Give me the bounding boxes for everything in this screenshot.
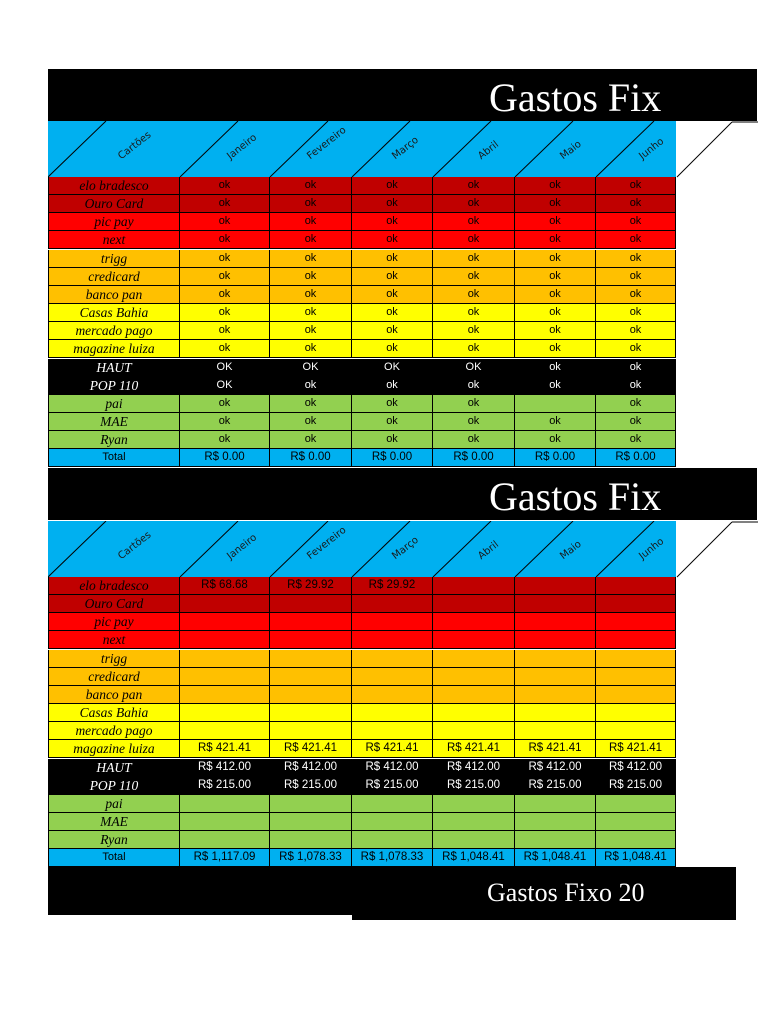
value-table-row-cell[interactable]: R$ 421.41 [596, 740, 676, 758]
value-table-row-cell[interactable]: R$ 421.41 [433, 740, 515, 758]
value-table-row-cell[interactable] [596, 813, 676, 831]
value-table-row-cell[interactable]: R$ 215.00 [352, 777, 433, 795]
status-table-row-cell[interactable]: ok [352, 377, 433, 395]
status-table-row-cell[interactable]: ok [270, 322, 352, 340]
status-table-row-cell[interactable]: ok [352, 340, 433, 358]
value-table-title-bar [48, 468, 757, 520]
value-table-row-cell[interactable] [433, 650, 515, 668]
value-table-row-cell[interactable] [433, 668, 515, 686]
status-table-row [48, 322, 676, 340]
status-table-row-cell[interactable]: ok [596, 395, 676, 413]
value-table-row-cell[interactable]: R$ 29.92 [352, 577, 433, 595]
status-table-row-cell[interactable]: ok [270, 395, 352, 413]
status-table-row-cell[interactable]: ok [596, 413, 676, 431]
value-table-row [48, 777, 676, 795]
status-table-row [48, 286, 676, 304]
value-table-total-cell[interactable]: R$ 1,048.41 [433, 849, 515, 867]
value-table-row-cell[interactable] [596, 631, 676, 649]
status-table-header-label-cards: Cartões [116, 129, 154, 162]
status-table-row-cell[interactable]: ok [596, 177, 676, 195]
value-table-row-cell[interactable] [180, 595, 270, 613]
value-table-row-cell[interactable] [352, 831, 433, 849]
value-table-total-cell[interactable]: R$ 1,048.41 [596, 849, 676, 867]
value-table-row-name[interactable]: magazine luiza [48, 740, 180, 758]
status-table-row-cell[interactable]: ok [515, 413, 596, 431]
status-table-row-cell[interactable]: ok [270, 304, 352, 322]
status-table-row-cell[interactable]: ok [596, 268, 676, 286]
value-table-header-label-cards: Cartões [116, 529, 154, 562]
status-table-header-tail [676, 121, 758, 178]
value-table-row-cell[interactable] [270, 595, 352, 613]
value-table-row-cell[interactable] [515, 704, 596, 722]
status-table-row-cell[interactable]: ok [180, 268, 270, 286]
status-table-row-cell[interactable]: ok [433, 231, 515, 249]
status-table-header-diagonals [48, 121, 676, 177]
value-table-row-cell[interactable]: R$ 412.00 [596, 759, 676, 777]
value-table-row-cell[interactable] [515, 631, 596, 649]
value-table-header-diagonals [48, 521, 676, 577]
value-table-row-cell[interactable] [596, 595, 676, 613]
status-table-row-cell[interactable]: ok [180, 213, 270, 231]
status-table-row-cell[interactable]: ok [352, 250, 433, 268]
value-table-row-cell[interactable] [180, 704, 270, 722]
status-table-row-cell[interactable]: ok [352, 413, 433, 431]
status-table-total-cell[interactable]: R$ 0.00 [352, 449, 433, 467]
status-table-row-cell[interactable] [515, 395, 596, 413]
value-table-row-cell[interactable] [352, 631, 433, 649]
status-table-row-cell[interactable]: ok [515, 377, 596, 395]
status-table-row-name[interactable]: magazine luiza [48, 340, 180, 358]
status-table-row-name[interactable]: credicard [48, 268, 180, 286]
status-table-row-cell[interactable]: ok [352, 322, 433, 340]
status-table-row [48, 177, 676, 195]
status-table-row-cell[interactable]: ok [433, 177, 515, 195]
status-table-row-cell[interactable]: ok [270, 250, 352, 268]
footer-title-bar [48, 867, 736, 915]
status-table-row-cell[interactable]: ok [433, 431, 515, 449]
value-table-row-cell[interactable] [433, 831, 515, 849]
status-table-header [48, 121, 676, 177]
status-table-row-name[interactable]: MAE [48, 413, 180, 431]
value-table-row-cell[interactable] [596, 704, 676, 722]
status-table-row-cell[interactable]: ok [180, 413, 270, 431]
value-table-row [48, 813, 676, 831]
value-table-row-cell[interactable] [596, 650, 676, 668]
status-table-row [48, 213, 676, 231]
status-table-row-cell[interactable]: ok [596, 340, 676, 358]
value-table-row-cell[interactable]: R$ 29.92 [270, 577, 352, 595]
status-table-row-cell[interactable]: ok [515, 195, 596, 213]
value-table-row [48, 831, 676, 849]
status-table-row-cell[interactable]: ok [515, 286, 596, 304]
status-table-row-cell[interactable]: OK [270, 359, 352, 377]
status-table-row-name[interactable]: POP 110 [48, 377, 180, 395]
value-table-row-name[interactable]: HAUT [48, 759, 180, 777]
value-table-row-cell[interactable] [433, 631, 515, 649]
status-table-header-divider [48, 121, 106, 177]
value-table-total-label: Total [48, 849, 180, 867]
status-table-row [48, 359, 676, 377]
value-table-row [48, 577, 676, 595]
status-table-row-name[interactable]: banco pan [48, 286, 180, 304]
status-table-row-cell[interactable]: ok [180, 395, 270, 413]
value-table-row-cell[interactable] [433, 595, 515, 613]
value-table-row-cell[interactable] [270, 704, 352, 722]
value-table-row-cell[interactable] [352, 595, 433, 613]
status-table-row-cell[interactable]: ok [515, 231, 596, 249]
value-table-row-cell[interactable] [433, 813, 515, 831]
value-table-row [48, 631, 676, 649]
value-table-row-cell[interactable] [515, 650, 596, 668]
value-table-row-cell[interactable] [270, 650, 352, 668]
status-table-header-label-month: Janeiro [225, 132, 260, 162]
status-table-row-cell[interactable]: ok [180, 177, 270, 195]
value-table-row-cell[interactable] [180, 831, 270, 849]
status-table-row-cell[interactable]: ok [270, 286, 352, 304]
status-table-row-cell[interactable]: ok [433, 377, 515, 395]
value-table-header-label-month: Junho [637, 536, 667, 562]
value-table-row-name[interactable]: pic pay [48, 613, 180, 631]
value-table-total-cell[interactable]: R$ 1,078.33 [270, 849, 352, 867]
status-table-row-cell[interactable]: ok [433, 304, 515, 322]
status-table-row-cell[interactable]: ok [180, 322, 270, 340]
status-table-row-cell[interactable]: ok [433, 286, 515, 304]
value-table-row-cell[interactable] [180, 668, 270, 686]
status-table-row-cell[interactable]: ok [270, 268, 352, 286]
value-table-row-cell[interactable] [270, 795, 352, 813]
status-table-row-cell[interactable]: ok [433, 340, 515, 358]
value-table-row-name[interactable]: MAE [48, 813, 180, 831]
status-table-row-cell[interactable]: ok [515, 431, 596, 449]
value-table-row-cell[interactable]: R$ 421.41 [270, 740, 352, 758]
value-table-row-cell[interactable] [352, 813, 433, 831]
value-table-total-row [48, 849, 676, 867]
status-table-row-cell[interactable]: ok [515, 268, 596, 286]
value-table-row-cell[interactable] [352, 704, 433, 722]
status-table-row-cell[interactable]: ok [596, 286, 676, 304]
value-table-row-cell[interactable] [515, 686, 596, 704]
status-table-row-cell[interactable]: ok [596, 359, 676, 377]
status-table-title-bar [48, 69, 757, 121]
value-table-row-cell[interactable] [515, 595, 596, 613]
value-table-row [48, 650, 676, 668]
value-table-row-cell[interactable]: R$ 412.00 [515, 759, 596, 777]
value-table-row-cell[interactable]: R$ 215.00 [433, 777, 515, 795]
value-table-row-cell[interactable]: R$ 412.00 [270, 759, 352, 777]
status-table-row-cell[interactable]: OK [352, 359, 433, 377]
value-table-total-cell[interactable]: R$ 1,048.41 [515, 849, 596, 867]
status-table-row-cell[interactable]: ok [352, 286, 433, 304]
value-table-row-cell[interactable] [596, 577, 676, 595]
value-table-row-cell[interactable] [270, 631, 352, 649]
value-table-row-cell[interactable] [515, 577, 596, 595]
value-table-row-name[interactable]: pai [48, 795, 180, 813]
status-table-row-cell[interactable]: ok [352, 304, 433, 322]
value-table-row-cell[interactable] [515, 613, 596, 631]
footer-title: Gastos Fixo 20 [487, 878, 645, 907]
status-table-row-cell[interactable]: ok [352, 268, 433, 286]
value-table-row-name[interactable]: banco pan [48, 686, 180, 704]
status-table-row-cell[interactable]: ok [270, 431, 352, 449]
value-table-row-cell[interactable] [515, 813, 596, 831]
value-table-row-cell[interactable] [180, 631, 270, 649]
status-table-row-cell[interactable]: ok [180, 340, 270, 358]
value-table-row-cell[interactable] [433, 722, 515, 740]
status-table-header-label-month: Março [390, 134, 421, 162]
status-table-row-name[interactable]: Ryan [48, 431, 180, 449]
status-table-row-name[interactable]: pic pay [48, 213, 180, 231]
value-table-row-cell[interactable]: R$ 215.00 [596, 777, 676, 795]
status-table-row [48, 340, 676, 358]
value-table-row-name[interactable]: credicard [48, 668, 180, 686]
value-table-row-name[interactable]: mercado pago [48, 722, 180, 740]
value-table-row-name[interactable]: POP 110 [48, 777, 180, 795]
status-table-row [48, 395, 676, 413]
status-table-row-cell[interactable]: ok [515, 340, 596, 358]
status-table-header-label-month: Junho [637, 136, 667, 162]
status-table-row-cell[interactable]: ok [596, 213, 676, 231]
value-table-header [48, 521, 676, 577]
value-table-header-label-month: Janeiro [225, 532, 260, 562]
value-table-row-cell[interactable] [596, 668, 676, 686]
status-table-row-cell[interactable]: ok [515, 322, 596, 340]
value-table-row-cell[interactable] [180, 795, 270, 813]
value-table-header-label-month: Abril [476, 539, 502, 562]
status-table-row [48, 377, 676, 395]
value-table-row-cell[interactable] [515, 668, 596, 686]
value-table-row-cell[interactable] [352, 795, 433, 813]
status-table-row-cell[interactable]: ok [596, 377, 676, 395]
value-table-row [48, 686, 676, 704]
value-table-row-cell[interactable] [352, 722, 433, 740]
value-table-row-cell[interactable] [433, 577, 515, 595]
status-table-row-cell[interactable]: ok [352, 395, 433, 413]
value-table-row [48, 722, 676, 740]
status-table-row-name[interactable]: HAUT [48, 359, 180, 377]
status-table-row-cell[interactable]: ok [596, 231, 676, 249]
status-table-row-cell[interactable]: ok [270, 231, 352, 249]
status-table-row-name[interactable]: Casas Bahia [48, 304, 180, 322]
status-table-row-cell[interactable]: ok [352, 213, 433, 231]
value-table-row-name[interactable]: elo bradesco [48, 577, 180, 595]
status-table-row-cell[interactable]: ok [180, 195, 270, 213]
status-table-header-label-month: Maio [558, 138, 584, 162]
status-table-row-cell[interactable]: ok [180, 231, 270, 249]
status-table-row-cell[interactable]: OK [433, 359, 515, 377]
value-table-row-cell[interactable] [596, 795, 676, 813]
status-table-total-cell[interactable]: R$ 0.00 [270, 449, 352, 467]
status-table-row-cell[interactable]: ok [433, 413, 515, 431]
status-table-header-label-month: Fevereiro [305, 124, 349, 162]
value-table-row [48, 759, 676, 777]
status-table-row-name[interactable]: Ouro Card [48, 195, 180, 213]
status-table-row-cell[interactable]: ok [433, 268, 515, 286]
status-table-row-cell[interactable]: ok [352, 231, 433, 249]
status-table-row-cell[interactable]: ok [352, 431, 433, 449]
value-table-row-cell[interactable]: R$ 421.41 [180, 740, 270, 758]
status-table-row [48, 268, 676, 286]
status-table-total-cell[interactable]: R$ 0.00 [180, 449, 270, 467]
status-table-row-cell[interactable]: ok [596, 322, 676, 340]
value-table-row-cell[interactable] [515, 831, 596, 849]
value-table-row-cell[interactable]: R$ 68.68 [180, 577, 270, 595]
status-table-total-label: Total [48, 449, 180, 467]
value-table-row-cell[interactable]: R$ 412.00 [180, 759, 270, 777]
status-table-row-cell[interactable]: ok [596, 431, 676, 449]
value-table-row-cell[interactable] [180, 722, 270, 740]
value-table-row-name[interactable]: Ryan [48, 831, 180, 849]
status-table-row [48, 431, 676, 449]
status-table-row-cell[interactable]: ok [515, 304, 596, 322]
status-table-total-cell[interactable]: R$ 0.00 [515, 449, 596, 467]
status-table-row-cell[interactable]: ok [433, 213, 515, 231]
status-table-row-cell[interactable]: ok [270, 213, 352, 231]
value-table-row-cell[interactable] [270, 613, 352, 631]
status-table-row-cell[interactable]: ok [180, 304, 270, 322]
value-table-row-cell[interactable] [433, 613, 515, 631]
value-table-row-cell[interactable] [270, 668, 352, 686]
value-table-row-name[interactable]: Ouro Card [48, 595, 180, 613]
value-table-row-cell[interactable] [433, 686, 515, 704]
value-table-row-cell[interactable]: R$ 421.41 [352, 740, 433, 758]
value-table-row [48, 613, 676, 631]
value-table-row-cell[interactable]: R$ 412.00 [433, 759, 515, 777]
status-table-row-cell[interactable]: ok [180, 286, 270, 304]
status-table-title: Gastos Fix [489, 75, 662, 120]
status-table-row-cell[interactable]: ok [515, 359, 596, 377]
status-table-row-cell[interactable]: ok [270, 340, 352, 358]
value-table-row-cell[interactable] [270, 831, 352, 849]
status-table-row-cell[interactable]: ok [596, 304, 676, 322]
value-table-row-cell[interactable] [596, 613, 676, 631]
value-table-row-cell[interactable] [270, 722, 352, 740]
status-table-row-cell[interactable]: ok [515, 250, 596, 268]
status-table-row-cell[interactable]: OK [180, 359, 270, 377]
status-table-row-cell[interactable]: ok [270, 413, 352, 431]
status-table-row-cell[interactable]: ok [180, 431, 270, 449]
value-table-row-cell[interactable]: R$ 215.00 [270, 777, 352, 795]
value-table-row-cell[interactable] [515, 795, 596, 813]
value-table-row-cell[interactable] [433, 704, 515, 722]
value-table-row-cell[interactable] [352, 686, 433, 704]
value-table-row-name[interactable]: next [48, 631, 180, 649]
value-table-header-tail [676, 521, 758, 578]
status-table-row-name[interactable]: trigg [48, 250, 180, 268]
status-table-row [48, 304, 676, 322]
value-table-row-cell[interactable] [433, 795, 515, 813]
value-table-row-cell[interactable] [180, 813, 270, 831]
status-table-header-label-month: Abril [476, 139, 502, 162]
status-table-row-cell[interactable]: ok [515, 213, 596, 231]
status-table-row-cell[interactable]: OK [180, 377, 270, 395]
value-table-header-divider [48, 521, 106, 577]
value-table-row-cell[interactable]: R$ 215.00 [515, 777, 596, 795]
status-table-row-name[interactable]: mercado pago [48, 322, 180, 340]
status-table-row [48, 195, 676, 213]
footer-strip [352, 915, 736, 920]
value-table-row [48, 704, 676, 722]
value-table-row-cell[interactable] [596, 722, 676, 740]
value-table-row-cell[interactable] [596, 831, 676, 849]
status-table-row-cell[interactable]: ok [180, 250, 270, 268]
value-table-header-label-month: Fevereiro [305, 524, 349, 562]
value-table-row-cell[interactable] [352, 668, 433, 686]
value-table-row-name[interactable]: trigg [48, 650, 180, 668]
value-table-header-label-month: Maio [558, 538, 584, 562]
value-table-row-cell[interactable] [180, 686, 270, 704]
status-table-row [48, 250, 676, 268]
status-table-total-cell[interactable]: R$ 0.00 [433, 449, 515, 467]
status-table-row-name[interactable]: next [48, 231, 180, 249]
value-table-row-cell[interactable] [352, 613, 433, 631]
value-table-row [48, 668, 676, 686]
status-table-total-cell[interactable]: R$ 0.00 [596, 449, 676, 467]
value-table-row-cell[interactable] [596, 686, 676, 704]
value-table-row-cell[interactable]: R$ 421.41 [515, 740, 596, 758]
value-table-total-cell[interactable]: R$ 1,078.33 [352, 849, 433, 867]
status-table-row-cell[interactable]: ok [352, 195, 433, 213]
status-table-row-cell[interactable]: ok [515, 177, 596, 195]
value-table-header-label-month: Março [390, 534, 421, 562]
value-table-row-cell[interactable]: R$ 215.00 [180, 777, 270, 795]
value-table-row-cell[interactable] [270, 686, 352, 704]
status-table-row-cell[interactable]: ok [433, 322, 515, 340]
status-table-row-cell[interactable]: ok [433, 250, 515, 268]
value-table-title: Gastos Fix [489, 474, 662, 519]
status-table-row-cell[interactable]: ok [270, 195, 352, 213]
value-table-row-cell[interactable] [180, 650, 270, 668]
value-table-row [48, 740, 676, 758]
status-table-row-cell[interactable]: ok [352, 177, 433, 195]
value-table-row-cell[interactable] [515, 722, 596, 740]
status-table-row-cell[interactable]: ok [596, 250, 676, 268]
status-table-row-cell[interactable]: ok [270, 177, 352, 195]
status-table-row [48, 231, 676, 249]
value-table-row [48, 795, 676, 813]
status-table-row-name[interactable]: pai [48, 395, 180, 413]
status-table-row-name[interactable]: elo bradesco [48, 177, 180, 195]
value-table-total-cell[interactable]: R$ 1,117.09 [180, 849, 270, 867]
value-table-row-cell[interactable] [270, 813, 352, 831]
status-table-row-cell[interactable]: ok [433, 195, 515, 213]
status-table-total-row [48, 449, 676, 467]
status-table-row-cell[interactable]: ok [270, 377, 352, 395]
status-table-row [48, 413, 676, 431]
value-table-row-cell[interactable] [352, 650, 433, 668]
status-table-row-cell[interactable]: ok [433, 395, 515, 413]
status-table-row-cell[interactable]: ok [596, 195, 676, 213]
value-table-row-cell[interactable]: R$ 412.00 [352, 759, 433, 777]
value-table-row-cell[interactable] [180, 613, 270, 631]
value-table-row-name[interactable]: Casas Bahia [48, 704, 180, 722]
value-table-row [48, 595, 676, 613]
